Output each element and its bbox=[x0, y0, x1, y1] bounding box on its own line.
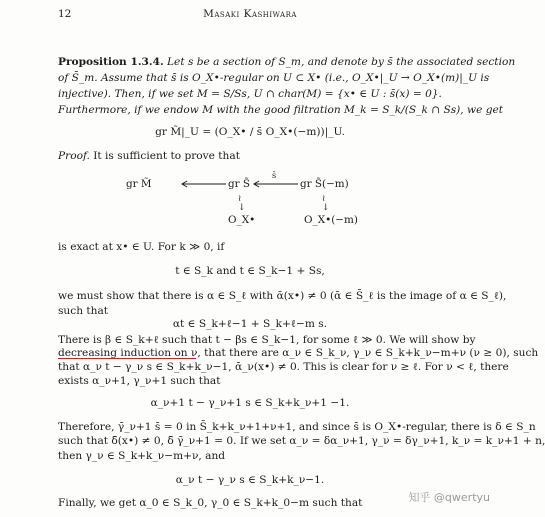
proposition-text-1: Let s be a section of S_m, and denote by s̄ the associated section bbox=[167, 56, 516, 68]
body-equation-2: αt ∈ S_k+ℓ−1 + S_k+ℓ−m s. bbox=[172, 318, 328, 330]
body-equation-3: α_ν+1 t − γ_ν+1 s ∈ S_k+k_ν+1 −1. bbox=[150, 397, 350, 409]
red-underline bbox=[58, 358, 196, 359]
underlined-phrase: decreasing induction on ν bbox=[58, 347, 198, 359]
diagram-arrow-label: s̄ bbox=[272, 171, 277, 180]
proposition-line-3: injective). Then, if we set M = S/Ss, U ∩ char(M) = {x• ∈ U : s̄(x) = 0}. bbox=[58, 88, 442, 100]
watermark: 知乎 @qwertyu bbox=[408, 491, 490, 504]
diagram-iso-middle: ≀↓ bbox=[238, 194, 246, 213]
body-line-8: Therefore, γ̄_ν+1 s̄ = 0 in S̄_k+k_ν+1+ν+1, and since s̄ is O_X•-regular, there is δ ∈ S_n bbox=[58, 421, 536, 433]
body-line-7: exists α_ν+1, γ_ν+1 such that bbox=[58, 375, 221, 387]
body-equation-4: α_ν t − γ_ν s ∈ S_k+k_ν−1. bbox=[175, 474, 325, 486]
body-line-9: such that δ̄(x•) ≠ 0, δ̄ γ̄_ν+1 = 0. If we set α_ν = δα_ν+1, γ_ν = δγ_ν+1, k_ν = k_ν+1 + n, bbox=[58, 435, 545, 447]
body-equation-1: t ∈ S_k and t ∈ S_k−1 + Ss, bbox=[175, 265, 325, 277]
diagram-o-x: O_X• bbox=[228, 214, 256, 226]
diagram-gr-m: gr M̃ bbox=[126, 178, 152, 190]
body-line-6: that α_ν t − γ_ν s ∈ S_k+k_ν−1, ᾱ_ν(x•) ≠ 0. This is clear for ν ≥ ℓ. For ν < ℓ, there bbox=[58, 361, 509, 373]
diagram-iso-right: ≀↓ bbox=[322, 194, 330, 213]
proof-text: It is sufficient to prove that bbox=[93, 150, 240, 162]
diagram-gr-s: gr S̃ bbox=[228, 178, 251, 190]
body-line-5-rest: , that there are α_ν ∈ S_k_ν, γ_ν ∈ S_k+k_ν−m+ν (ν ≥ 0), such bbox=[197, 347, 539, 359]
proposition-line-4: Furthermore, if we endow M with the good filtration M_k = S_k/(S_k ∩ Ss), we get bbox=[58, 104, 504, 116]
proof-label: Proof. bbox=[58, 150, 90, 162]
running-header-author: Masaki Kashiwara bbox=[203, 8, 297, 20]
body-line-3: such that bbox=[58, 305, 109, 317]
proposition-label: Proposition 1.3.4. bbox=[58, 56, 164, 68]
page-number: 12 bbox=[58, 8, 72, 20]
proposition-equation: gr M̃|_U = (O_X• / s̄ O_X•(−m))|_U. bbox=[155, 126, 345, 138]
diagram-gr-s-shifted: gr S̃(−m) bbox=[300, 178, 349, 190]
body-line-11: Finally, we get α_0 ∈ S_k_0, γ_0 ∈ S_k+k_0−m such that bbox=[58, 497, 363, 509]
body-line-2: we must show that there is α ∈ S_ℓ with ᾱ(x•) ≠ 0 (ᾱ ∈ S̄_ℓ is the image of α ∈ S_ℓ), bbox=[58, 290, 507, 302]
body-line-10: then γ_ν ∈ S_k+k_ν−m+ν, and bbox=[58, 450, 226, 462]
proposition-line-2: of S̄_m. Assume that s̄ is O_X•-regular on U ⊂ X• (i.e., O_X•|_U → O_X•(m)|_U is bbox=[58, 72, 490, 84]
body-line-4: There is β ∈ S_k+ℓ such that t − βs ∈ S_k−1, for some ℓ ≫ 0. We will show by bbox=[58, 334, 476, 346]
body-line-1: is exact at x• ∈ U. For k ≫ 0, if bbox=[58, 241, 225, 253]
diagram-o-x-shifted: O_X•(−m) bbox=[304, 214, 358, 226]
